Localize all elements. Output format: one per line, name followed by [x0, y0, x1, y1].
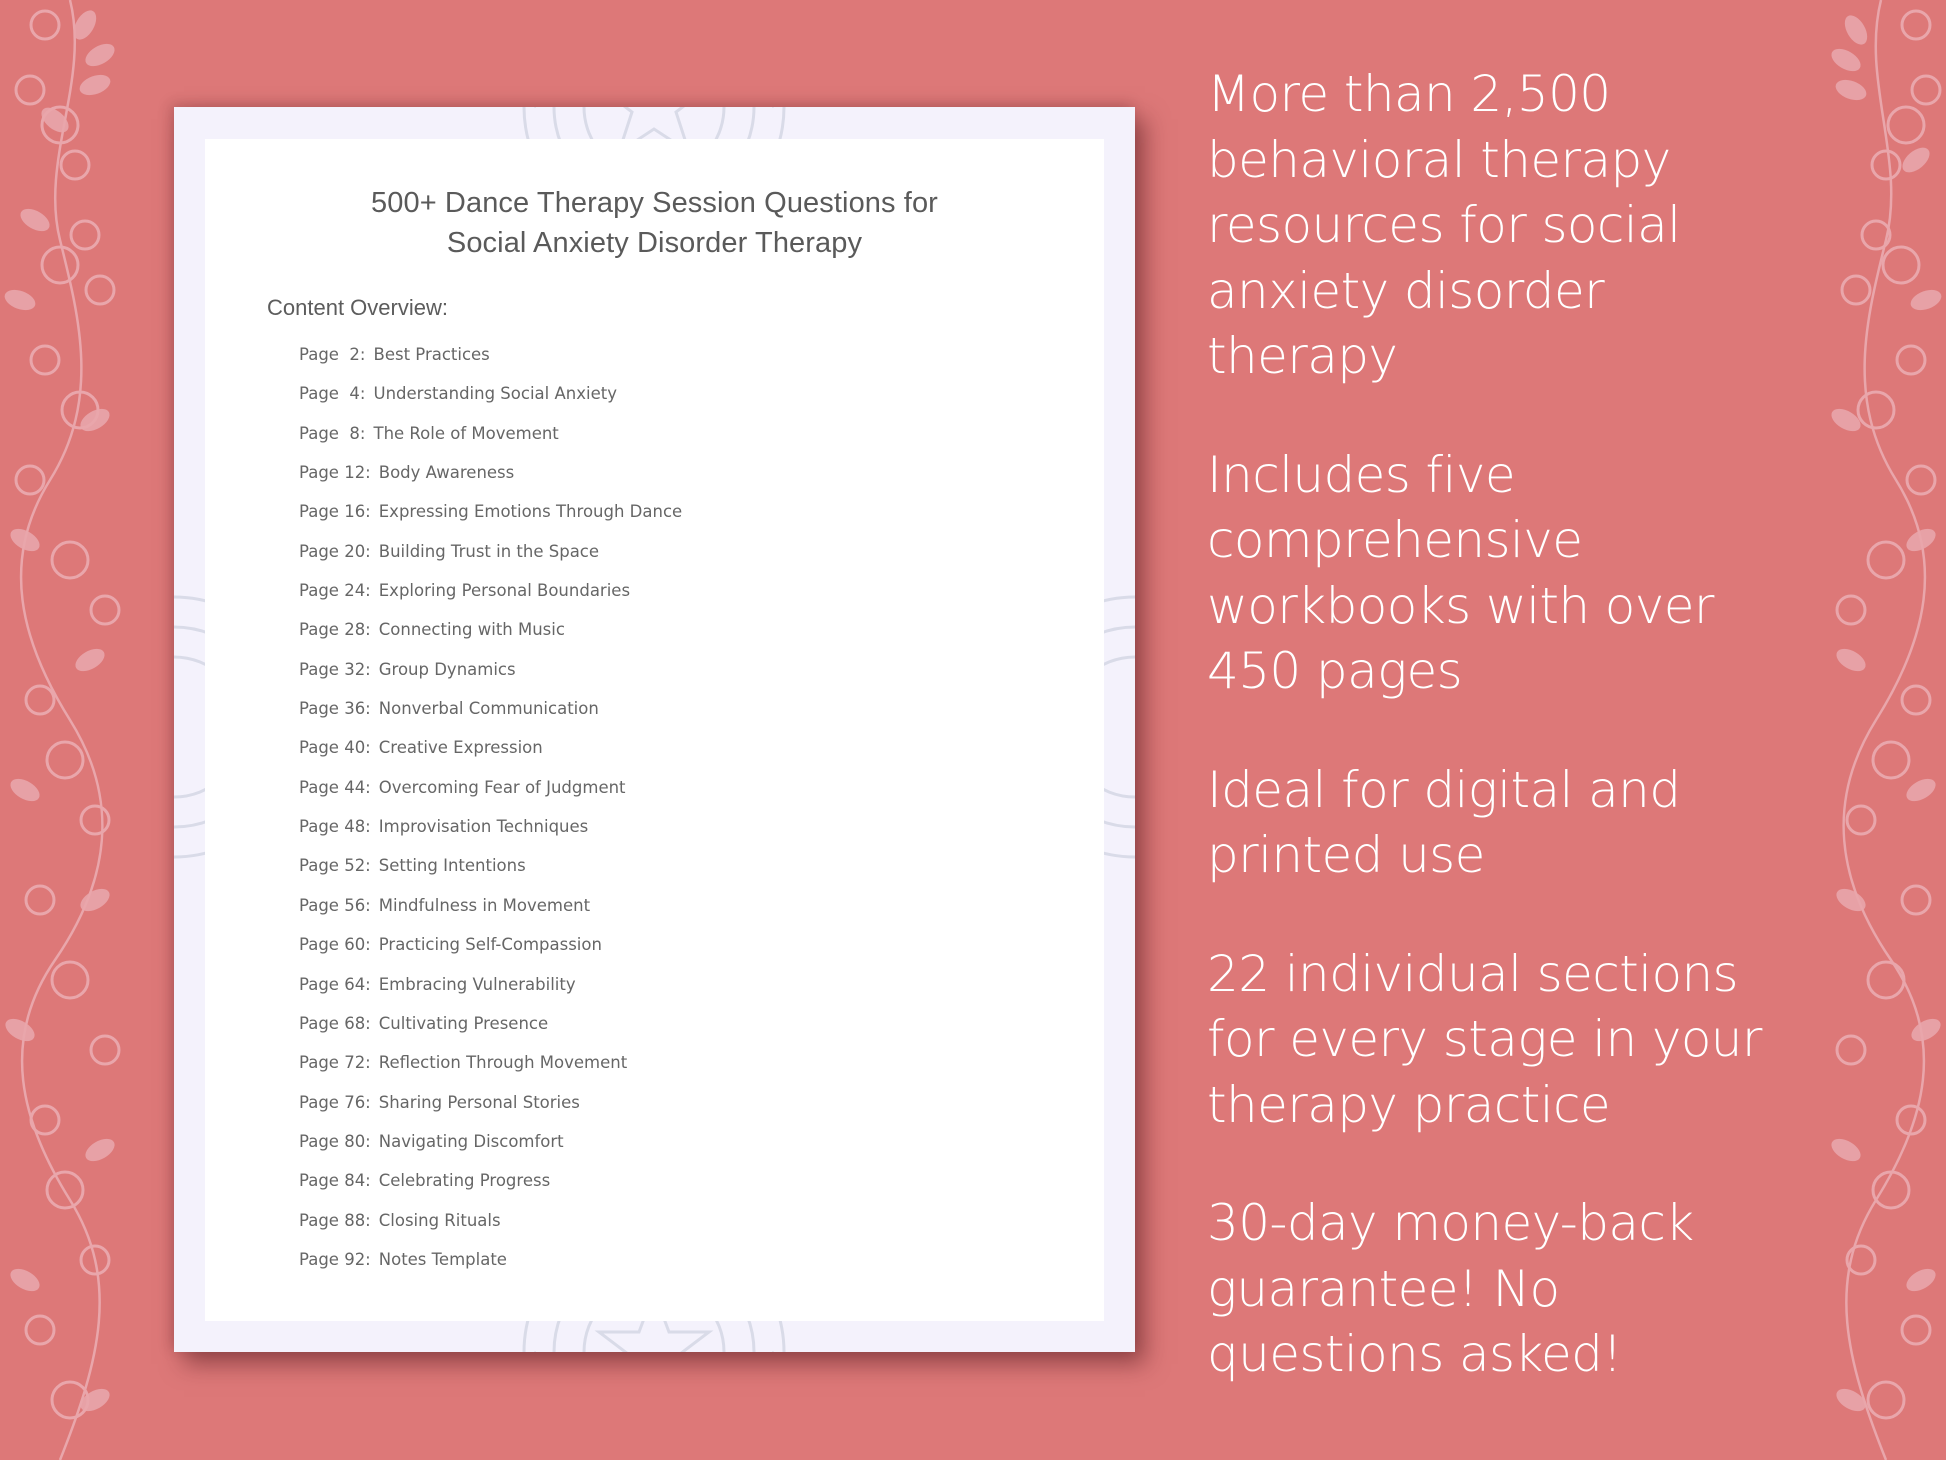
feature-digital-print: Ideal for digital and printed use: [1207, 760, 1681, 884]
feature-sections: 22 individual sections for every stage in your therapy practice: [1207, 944, 1762, 1134]
feature-guarantee: 30-day money-back guarantee! No questions asked!: [1207, 1194, 1694, 1383]
toc-item: Page 60: Practicing Self-Compassion: [299, 935, 602, 955]
document-title-line-2: Social Anxiety Disorder Therapy: [446, 227, 863, 259]
page-content: [205, 139, 1104, 1321]
document-title-line-1: 500+ Dance Therapy Session Questions for: [371, 187, 938, 219]
table-of-contents: [299, 345, 682, 1289]
toc-item: Page 88: Closing Rituals: [299, 1210, 501, 1230]
feature-workbooks: Includes five comprehensive workbooks with over 450 pages: [1207, 445, 1714, 700]
toc-item: Page 64: Embracing Vulnerability: [299, 974, 576, 994]
feature-list: [1207, 62, 1907, 1441]
document-page: [174, 107, 1135, 1352]
toc-item: Page 92: Notes Template: [299, 1249, 507, 1269]
toc-item: Page 52: Setting Intentions: [299, 856, 526, 876]
floral-vine-left-icon: [0, 0, 140, 1460]
content-overview-label: Content Overview:: [267, 295, 448, 320]
document-title: [205, 183, 1104, 263]
feature-resources: More than 2,500 behavioral therapy resources for social anxiety disorder therapy: [1207, 65, 1681, 385]
toc-item: Page 80: Navigating Discomfort: [299, 1131, 564, 1151]
toc-item: Page 32: Group Dynamics: [299, 659, 516, 679]
toc-item: Page 40: Creative Expression: [299, 738, 543, 758]
toc-item: Page 16: Expressing Emotions Through Dance: [299, 502, 683, 522]
toc-item: Page 48: Improvisation Techniques: [299, 817, 589, 837]
toc-item: Page 76: Sharing Personal Stories: [299, 1092, 580, 1112]
toc-item: Page 2: Best Practices: [299, 345, 490, 364]
toc-item: Page 72: Reflection Through Movement: [299, 1053, 628, 1073]
toc-item: Page 56: Mindfulness in Movement: [299, 895, 591, 915]
toc-item: Page 12: Body Awareness: [299, 463, 515, 483]
toc-item: Page 36: Nonverbal Communication: [299, 699, 599, 719]
toc-item: Page 8: The Role of Movement: [299, 423, 559, 443]
toc-item: Page 68: Cultivating Presence: [299, 1013, 549, 1033]
toc-item: Page 84: Celebrating Progress: [299, 1171, 551, 1191]
toc-item: Page 20: Building Trust in the Space: [299, 541, 600, 561]
toc-item: Page 4: Understanding Social Anxiety: [299, 384, 617, 404]
toc-item: Page 24: Exploring Personal Boundaries: [299, 581, 631, 601]
toc-item: Page 28: Connecting with Music: [299, 620, 565, 640]
toc-item: Page 44: Overcoming Fear of Judgment: [299, 777, 626, 797]
